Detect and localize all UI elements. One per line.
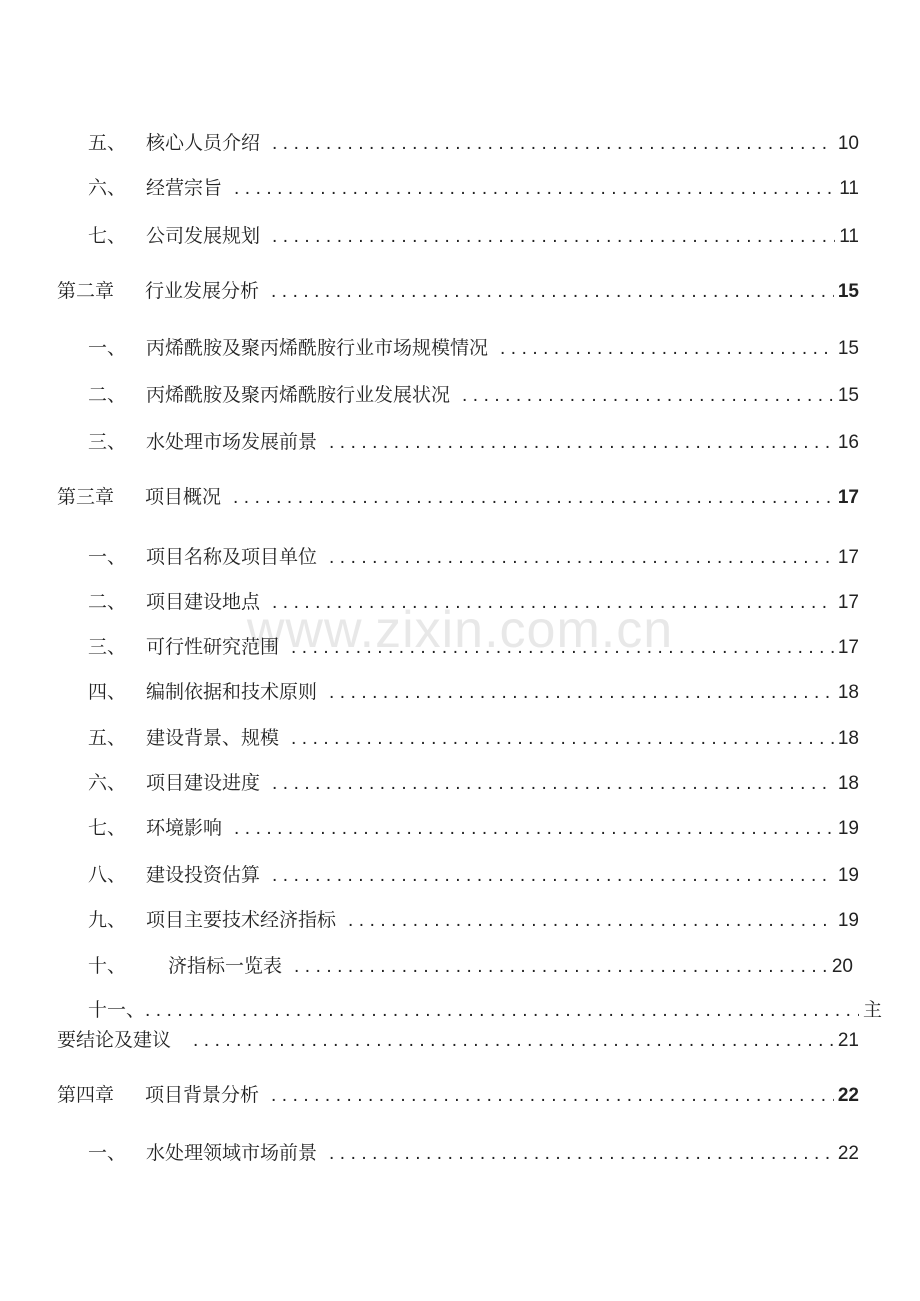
toc-entry-number: 三、 (88, 636, 127, 658)
toc-leader-dots (145, 999, 859, 1023)
toc-leader-dots (348, 909, 834, 933)
toc-leader-dots (500, 337, 834, 361)
toc-entry[interactable] (88, 816, 859, 841)
toc-entry-page: 19 (837, 865, 859, 886)
toc-entry-number: 十、 (88, 955, 127, 977)
toc-entry-number: 九、 (88, 909, 127, 931)
toc-entry-number: 八、 (88, 864, 127, 886)
toc-entry-page: 16 (837, 432, 859, 453)
toc-entry[interactable] (88, 726, 859, 751)
toc-entry-title: 项目建设进度 (146, 772, 261, 794)
toc-entry-page: 17 (837, 547, 859, 568)
toc-leader-dots (291, 727, 834, 751)
toc-entry-page: 15 (837, 338, 859, 359)
toc-leader-dots (271, 280, 834, 304)
toc-chapter-number: 第四章 (57, 1084, 115, 1106)
toc-chapter-title: 行业发展分析 (145, 280, 260, 302)
toc-entry-title: 水处理市场发展前景 (146, 431, 318, 453)
toc-entry-page: 19 (837, 818, 859, 839)
toc-leader-dots (193, 1029, 834, 1053)
toc-entry[interactable] (88, 1141, 859, 1166)
toc-entry[interactable] (88, 336, 859, 361)
toc-chapter-page: 17 (837, 487, 859, 508)
toc-entry-title: 公司发展规划 (146, 225, 261, 247)
toc-chapter[interactable] (57, 1083, 859, 1108)
toc-entry-title: 建设背景、规模 (146, 727, 280, 749)
toc-entry-title: 经营宗旨 (146, 177, 223, 199)
toc-entry-number: 五、 (88, 727, 127, 749)
toc-leader-dots (234, 817, 834, 841)
toc-leader-dots (329, 431, 834, 455)
toc-chapter[interactable] (57, 485, 859, 510)
toc-entry-title: 项目主要技术经济指标 (146, 909, 337, 931)
toc-entry-number: 一、 (88, 546, 127, 568)
toc-entry-title: 丙烯酰胺及聚丙烯酰胺行业市场规模情况 (146, 337, 489, 359)
toc-leader-dots (233, 486, 834, 510)
toc-entry-continuation[interactable] (57, 1028, 859, 1053)
toc-leader-dots (329, 681, 834, 705)
toc-entry-page: 21 (837, 1030, 859, 1051)
toc-entry[interactable] (88, 908, 859, 933)
toc-entry-title: 可行性研究范围 (146, 636, 280, 658)
toc-leader-dots (234, 177, 835, 201)
toc-entry[interactable] (88, 863, 859, 888)
toc-entry-number: 一、 (88, 1142, 127, 1164)
toc-entry-page: 10 (837, 133, 859, 154)
toc-entry[interactable] (88, 680, 859, 705)
toc-entry-title: 要结论及建议 (57, 1029, 172, 1051)
toc-entry-title: 建设投资估算 (146, 864, 261, 886)
watermark-text: www.zixin.com.cn (246, 601, 674, 659)
toc-chapter-page: 15 (837, 281, 859, 302)
toc-entry-page: 18 (837, 682, 859, 703)
toc-entry[interactable] (88, 635, 859, 660)
toc-entry-number: 二、 (88, 591, 127, 613)
toc-entry-number: 七、 (88, 225, 127, 247)
toc-leader-dots (329, 546, 834, 570)
toc-entry[interactable] (88, 224, 859, 249)
toc-entry-title: 丙烯酰胺及聚丙烯酰胺行业发展状况 (146, 384, 451, 406)
toc-entry-page: 11 (839, 178, 859, 199)
toc-entry-page: 19 (837, 910, 859, 931)
toc-entry-page: 18 (837, 728, 859, 749)
toc-entry-page: 20 (831, 956, 853, 977)
toc-leader-dots (272, 772, 834, 796)
toc-chapter-page: 22 (837, 1085, 859, 1106)
toc-entry-number: 七、 (88, 817, 127, 839)
toc-leader-dots (272, 591, 834, 615)
toc-entry-page: 17 (837, 637, 859, 658)
toc-entry-wrapped[interactable] (88, 998, 882, 1023)
toc-chapter-number: 第三章 (57, 486, 115, 508)
toc-entry-page: 17 (837, 592, 859, 613)
toc-entry-title: 编制依据和技术原则 (146, 681, 318, 703)
toc-leader-dots (291, 636, 834, 660)
toc-entry-title: 项目名称及项目单位 (146, 546, 318, 568)
toc-entry[interactable] (88, 771, 859, 796)
toc-leader-dots (462, 384, 834, 408)
toc-entry-number: 三、 (88, 431, 127, 453)
toc-entry-page: 22 (837, 1143, 859, 1164)
toc-entry[interactable] (88, 176, 859, 201)
toc-leader-dots (272, 225, 835, 249)
toc-entry-number: 六、 (88, 772, 127, 794)
toc-entry[interactable] (88, 590, 859, 615)
toc-leader-dots (272, 132, 834, 156)
toc-entry[interactable] (88, 545, 859, 570)
toc-entry[interactable] (88, 954, 853, 979)
toc-entry[interactable] (88, 131, 859, 156)
toc-entry-number: 五、 (88, 132, 127, 154)
toc-entry-number: 二、 (88, 384, 127, 406)
toc-leader-dots (294, 955, 828, 979)
toc-entry-title: 核心人员介绍 (146, 132, 261, 154)
toc-entry-title: 主 (862, 999, 882, 1021)
toc-entry-title: 济指标一览表 (168, 955, 283, 977)
toc-entry-title: 项目建设地点 (146, 591, 261, 613)
toc-entry-number: 十一、 (88, 999, 146, 1021)
toc-entry[interactable] (88, 430, 859, 455)
toc-entry-page: 18 (837, 773, 859, 794)
toc-entry-title: 环境影响 (146, 817, 223, 839)
toc-chapter-title: 项目背景分析 (145, 1084, 260, 1106)
toc-chapter[interactable] (57, 279, 859, 304)
toc-entry-number: 六、 (88, 177, 127, 199)
toc-leader-dots (329, 1142, 834, 1166)
toc-leader-dots (272, 864, 834, 888)
toc-entry-number: 四、 (88, 681, 127, 703)
toc-entry-number: 一、 (88, 337, 127, 359)
toc-leader-dots (271, 1084, 834, 1108)
toc-entry[interactable] (88, 383, 859, 408)
toc-chapter-number: 第二章 (57, 280, 115, 302)
toc-chapter-title: 项目概况 (145, 486, 222, 508)
toc-entry-page: 11 (839, 226, 859, 247)
toc-entry-title: 水处理领域市场前景 (146, 1142, 318, 1164)
toc-entry-page: 15 (837, 385, 859, 406)
